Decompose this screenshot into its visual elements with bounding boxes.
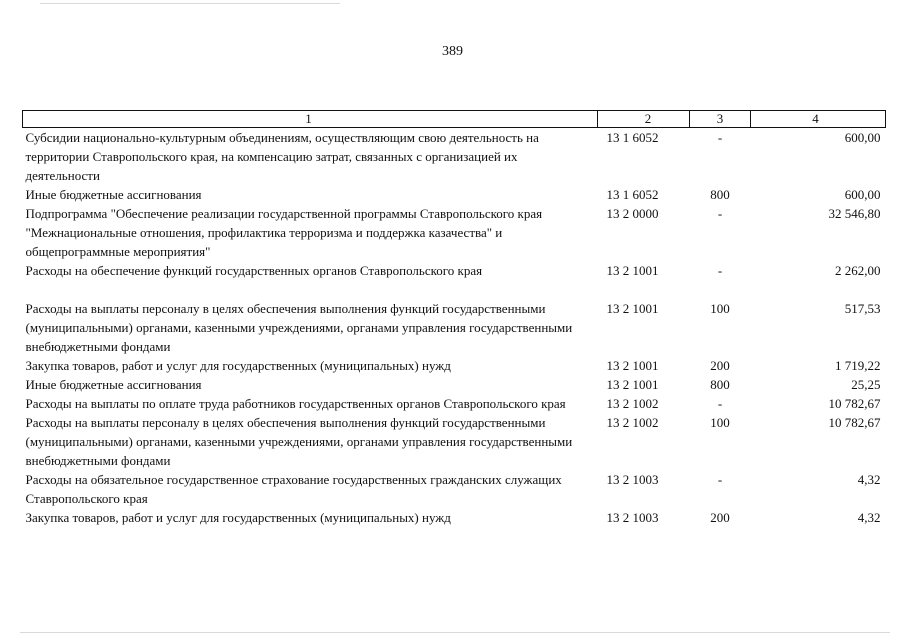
- row-amount: 25,25: [851, 377, 881, 392]
- row-code: 13 1 6052: [606, 187, 659, 202]
- table-row: [23, 299, 886, 356]
- table-row: [23, 508, 886, 527]
- table-row: [23, 356, 886, 375]
- row-code: 13 2 1001: [606, 301, 659, 316]
- row-amount: 10 782,67: [828, 415, 881, 430]
- header-row: [23, 111, 886, 128]
- row-amount: 600,00: [844, 130, 881, 145]
- row-name: Расходы на выплаты персоналу в целях обеспечения выполнения функций государственными (муниципальными) органами, казенными учреждениями, органами управления государственными внебюджетными фондами: [25, 301, 573, 354]
- column-header-4: 4: [751, 111, 886, 128]
- row-amount: 600,00: [844, 187, 881, 202]
- row-amount: 4,32: [857, 472, 881, 487]
- row-name: Закупка товаров, работ и услуг для государственных (муниципальных) нужд: [25, 358, 451, 373]
- table-row: [23, 413, 886, 470]
- row-amount: 2 262,00: [835, 263, 881, 278]
- budget-table: [22, 110, 886, 527]
- row-type: -: [717, 396, 723, 411]
- row-name: Расходы на обязательное государственное страхование государственных гражданских служащих Ставропольского края: [25, 472, 562, 506]
- scan-artifact-bottom: [20, 632, 890, 633]
- row-code: 13 2 1001: [606, 263, 659, 278]
- page-number: 389: [442, 44, 463, 59]
- table-header: [23, 111, 886, 128]
- table-row: [23, 470, 886, 508]
- column-header-3: 3: [690, 111, 751, 128]
- row-type: -: [717, 130, 723, 145]
- row-type: -: [717, 472, 723, 487]
- row-code: 13 2 1001: [606, 358, 659, 373]
- row-amount: 10 782,67: [828, 396, 881, 411]
- table-row: [23, 185, 886, 204]
- row-name: Закупка товаров, работ и услуг для государственных (муниципальных) нужд: [25, 510, 451, 525]
- table-row: [23, 375, 886, 394]
- table-row: [23, 261, 886, 299]
- row-name: Иные бюджетные ассигнования: [25, 377, 202, 392]
- row-amount: 4,32: [857, 510, 881, 525]
- row-name: Иные бюджетные ассигнования: [25, 187, 202, 202]
- row-type: 800: [710, 377, 730, 392]
- row-code: 13 2 1002: [606, 415, 659, 430]
- row-type: 800: [710, 187, 730, 202]
- table-row: [23, 394, 886, 413]
- row-name: Расходы на выплаты персоналу в целях обеспечения выполнения функций государственными (муниципальными) органами, казенными учреждениями, органами управления государственными внебюджетными фондами: [25, 415, 573, 468]
- row-name: Расходы на обеспечение функций государственных органов Ставропольского края: [25, 263, 483, 278]
- row-name: Расходы на выплаты по оплате труда работников государственных органов Ставропольского края: [25, 396, 566, 411]
- row-type: -: [717, 263, 723, 278]
- row-amount: 1 719,22: [835, 358, 881, 373]
- row-code: 13 2 1003: [606, 472, 659, 487]
- row-code: 13 2 1002: [606, 396, 659, 411]
- table-body: [23, 128, 886, 528]
- row-type: 200: [710, 510, 730, 525]
- row-name: Подпрограмма "Обеспечение реализации государственной программы Ставропольского края "Межнациональные отношения, профилактика терроризма и поддержка казачества" и общепрограммные мероприятия": [25, 206, 543, 259]
- column-header-2: 2: [598, 111, 690, 128]
- scan-artifact-top: [40, 3, 340, 4]
- row-code: 13 2 0000: [606, 206, 659, 221]
- row-code: 13 1 6052: [606, 130, 659, 145]
- table-row: [23, 128, 886, 186]
- row-code: 13 2 1001: [606, 377, 659, 392]
- row-amount: 517,53: [844, 301, 881, 316]
- row-type: -: [717, 206, 723, 221]
- row-code: 13 2 1003: [606, 510, 659, 525]
- column-header-1: 1: [23, 111, 598, 128]
- table-row: [23, 204, 886, 261]
- row-type: 100: [710, 415, 730, 430]
- row-type: 100: [710, 301, 730, 316]
- row-amount: 32 546,80: [828, 206, 881, 221]
- row-name: Субсидии национально-культурным объединениям, осуществляющим свою деятельность на территории Ставропольского края, на компенсацию затрат, связанных с организацией их деятельности: [25, 130, 539, 183]
- row-type: 200: [710, 358, 730, 373]
